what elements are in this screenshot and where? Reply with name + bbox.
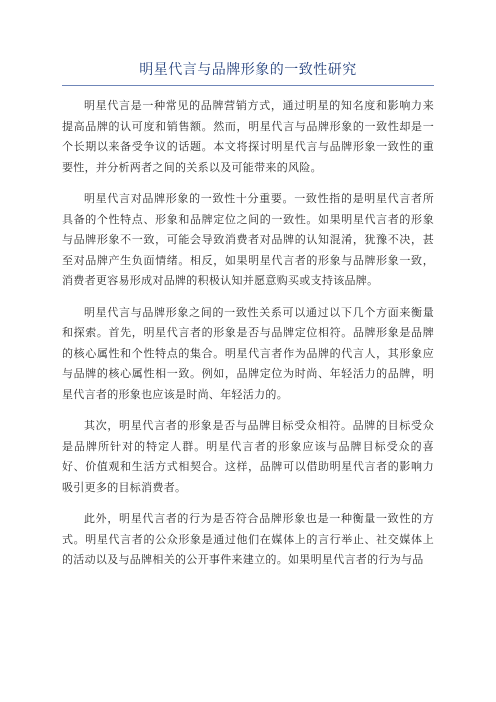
paragraph-1: 明星代言是一种常见的品牌营销方式，通过明星的知名度和影响力来提高品牌的认可度和销售额。然而，明星代言与品牌形象的一致性却是一个长期以来备受争议的话题。本文将探讨明星代言与品牌形象一致性的重要性，并分析两者之间的关系以及可能带来的风险。 bbox=[62, 99, 434, 174]
document-title: 明星代言与品牌形象的一致性研究 bbox=[139, 62, 357, 78]
paragraph-2: 明星代言对品牌形象的一致性十分重要。一致性指的是明星代言者所具备的个性特点、形象和品牌定位之间的一致性。如果明星代言者的形象与品牌形象不一致，可能会导致消费者对品牌的认知混淆，犹豫不决，甚至对品牌产生负面情绪。相反，如果明星代言者的形象与品牌形象一致，消费者更容易形成对品牌的积极认知并愿意购买或支持该品牌。 bbox=[62, 192, 434, 287]
paragraph-4: 其次，明星代言者的形象是否与品牌目标受众相符。品牌的目标受众是品牌所针对的特定人群。明星代言者的形象应该与品牌目标受众的喜好、价值观和生活方式相契合。这样，品牌可以借助明星代言者的影响力吸引更多的目标消费者。 bbox=[62, 419, 434, 494]
document-body bbox=[62, 96, 434, 582]
title-underline bbox=[62, 85, 434, 86]
paragraph-3: 明星代言与品牌形象之间的一致性关系可以通过以下几个方面来衡量和探索。首先，明星代言者的形象是否与品牌定位相符。品牌形象是品牌的核心属性和个性特点的集合。明星代言者作为品牌的代言人，其形象应与品牌的核心属性相一致。例如，品牌定位为时尚、年轻活力的品牌，明星代言者的形象也应该是时尚、年轻活力的。 bbox=[62, 305, 434, 401]
paragraph-5: 此外，明星代言者的行为是否符合品牌形象也是一种衡量一致性的方式。明星代言者的公众形象是通过他们在媒体上的言行举止、社交媒体上的活动以及与品牌相关的公开事件来建立的。如果明星代言者的行为与品 bbox=[62, 512, 434, 566]
